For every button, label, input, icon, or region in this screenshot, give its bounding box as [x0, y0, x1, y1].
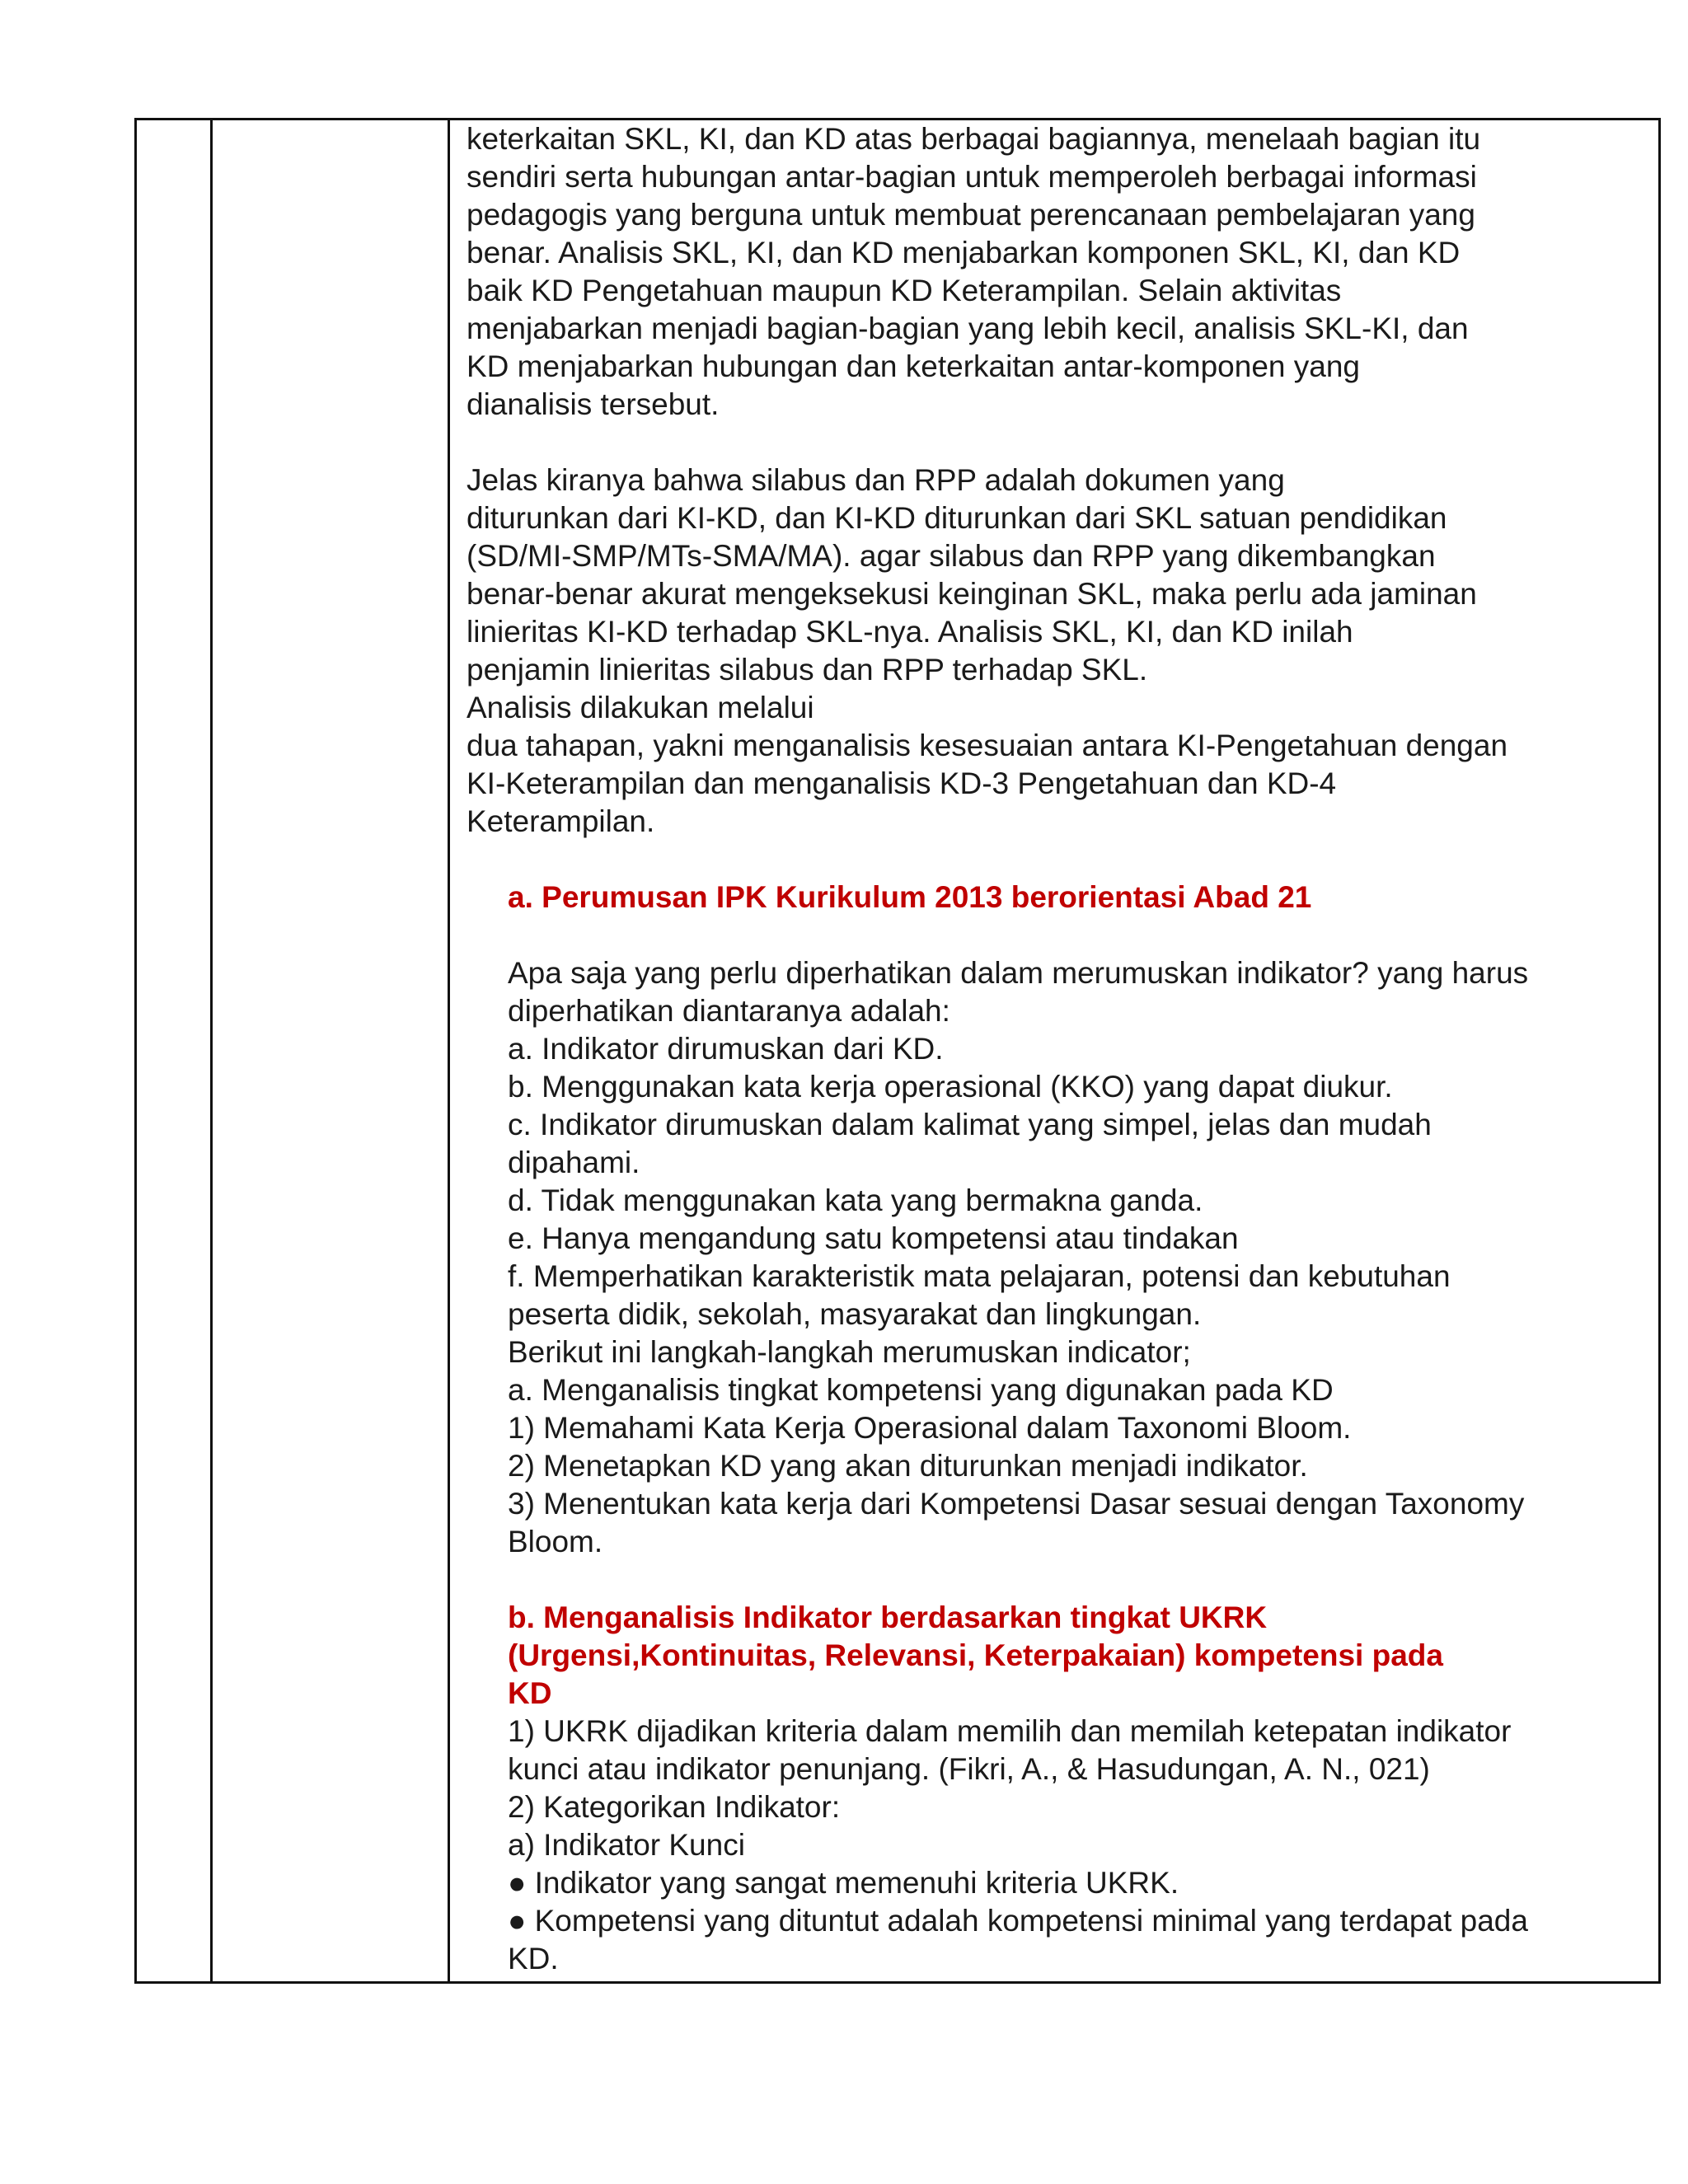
list-item: e. Hanya mengandung satu kompetensi atau tindakan: [508, 1221, 1239, 1255]
list-item: Bloom.: [508, 1525, 603, 1558]
text-line: diturunkan dari KI-KD, dan KI-KD diturunkan dari SKL satuan pendidikan: [467, 501, 1447, 535]
section-b-heading: b. Menganalisis Indikator berdasarkan tingkat UKRK: [508, 1601, 1268, 1634]
bullet-item: ● Indikator yang sangat memenuhi kriteria UKRK.: [508, 1866, 1179, 1900]
text-line: dianalisis tersebut.: [467, 387, 720, 421]
list-item: 2) Menetapkan KD yang akan diturunkan menjadi indikator.: [508, 1449, 1308, 1483]
list-item: 2) Kategorikan Indikator:: [508, 1790, 841, 1824]
list-item: peserta didik, sekolah, masyarakat dan lingkungan.: [508, 1297, 1202, 1331]
text-line: KI-Keterampilan dan menganalisis KD-3 Pengetahuan dan KD-4: [467, 766, 1337, 800]
list-item: 1) UKRK dijadikan kriteria dalam memilih dan memilah ketepatan indikator: [508, 1714, 1512, 1748]
section-a-heading: a. Perumusan IPK Kurikulum 2013 berorientasi Abad 21: [508, 880, 1312, 914]
list-item: b. Menggunakan kata kerja operasional (KKO) yang dapat diukur.: [508, 1070, 1393, 1104]
text-line: diperhatikan diantaranya adalah:: [508, 994, 950, 1028]
table-column-divider-2: [448, 120, 450, 1981]
list-item: a. Indikator dirumuskan dari KD.: [508, 1032, 944, 1066]
text-line: sendiri serta hubungan antar-bagian untuk memperoleh berbagai informasi: [467, 160, 1477, 194]
text-line: menjabarkan menjadi bagian-bagian yang lebih kecil, analisis SKL-KI, dan: [467, 312, 1469, 345]
text-line: Apa saja yang perlu diperhatikan dalam merumuskan indikator? yang harus: [508, 956, 1529, 990]
list-item: c. Indikator dirumuskan dalam kalimat yang simpel, jelas dan mudah: [508, 1108, 1432, 1141]
text-line: Analisis dilakukan melalui: [467, 691, 814, 724]
section-b-heading: KD: [508, 1676, 552, 1710]
list-item: 1) Memahami Kata Kerja Operasional dalam Taxonomi Bloom.: [508, 1411, 1352, 1445]
text-line: pedagogis yang berguna untuk membuat perencanaan pembelajaran yang: [467, 198, 1475, 232]
text-line: baik KD Pengetahuan maupun KD Keterampilan. Selain aktivitas: [467, 274, 1342, 307]
content-table: [134, 118, 1661, 1984]
text-line: keterkaitan SKL, KI, dan KD atas berbagai bagiannya, menelaah bagian itu: [467, 122, 1481, 156]
list-item: f. Memperhatikan karakteristik mata pelajaran, potensi dan kebutuhan: [508, 1259, 1451, 1293]
text-line: benar-benar akurat mengeksekusi keinginan SKL, maka perlu ada jaminan: [467, 577, 1477, 611]
text-line: Keterampilan.: [467, 804, 655, 838]
list-item: d. Tidak menggunakan kata yang bermakna ganda.: [508, 1183, 1203, 1217]
text-line: dua tahapan, yakni menganalisis kesesuaian antara KI-Pengetahuan dengan: [467, 729, 1508, 762]
list-item: 3) Menentukan kata kerja dari Kompetensi Dasar sesuai dengan Taxonomy: [508, 1487, 1525, 1521]
list-item: dipahami.: [508, 1146, 640, 1179]
list-item: a) Indikator Kunci: [508, 1828, 745, 1862]
bullet-item: ● Kompetensi yang dituntut adalah kompetensi minimal yang terdapat pada: [508, 1904, 1528, 1938]
section-b-heading: (Urgensi,Kontinuitas, Relevansi, Keterpakaian) kompetensi pada: [508, 1638, 1443, 1672]
text-line: KD menjabarkan hubungan dan keterkaitan antar-komponen yang: [467, 349, 1361, 383]
text-line: KD.: [508, 1942, 559, 1975]
text-line: linieritas KI-KD terhadap SKL-nya. Analisis SKL, KI, dan KD inilah: [467, 615, 1353, 649]
text-line: penjamin linieritas silabus dan RPP terhadap SKL.: [467, 653, 1148, 687]
text-line: benar. Analisis SKL, KI, dan KD menjabarkan komponen SKL, KI, dan KD: [467, 236, 1461, 269]
list-item: a. Menganalisis tingkat kompetensi yang digunakan pada KD: [508, 1373, 1334, 1407]
table-column-divider-1: [210, 120, 213, 1981]
text-line: Jelas kiranya bahwa silabus dan RPP adalah dokumen yang: [467, 463, 1285, 497]
text-line: Berikut ini langkah-langkah merumuskan indicator;: [508, 1335, 1191, 1369]
text-line: (SD/MI-SMP/MTs-SMA/MA). agar silabus dan RPP yang dikembangkan: [467, 539, 1436, 573]
text-line: kunci atau indikator penunjang. (Fikri, A., & Hasudungan, A. N., 021): [508, 1752, 1430, 1786]
content-cell: [467, 120, 1658, 1981]
